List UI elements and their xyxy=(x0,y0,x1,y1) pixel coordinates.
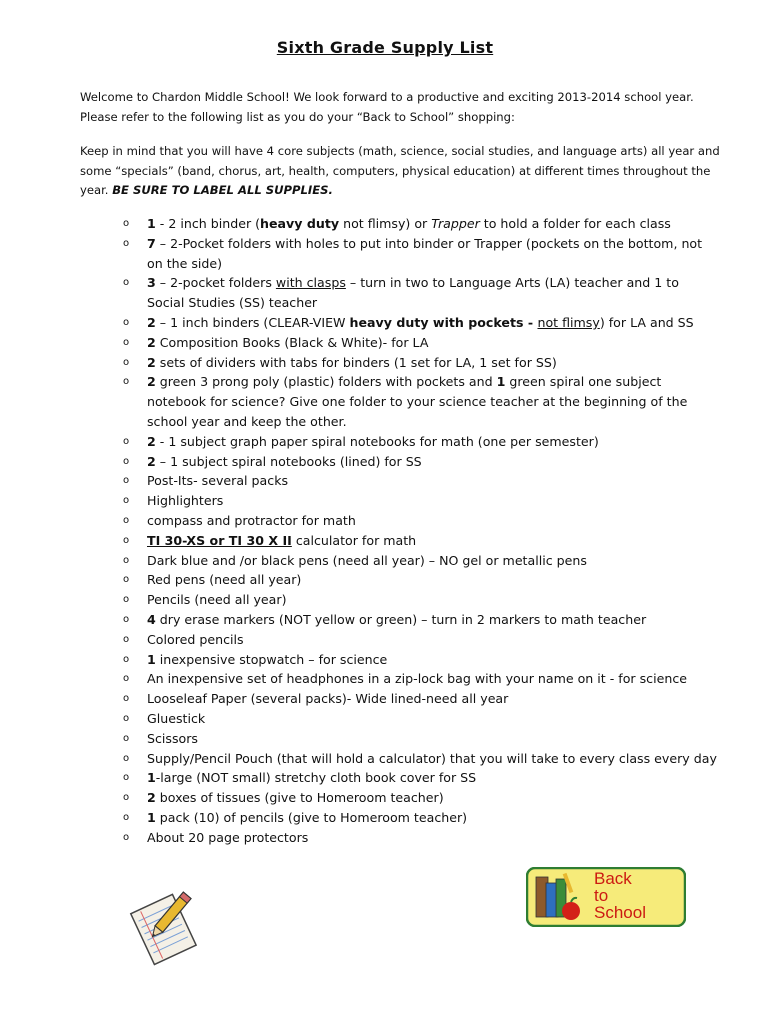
bullet-icon: o xyxy=(123,653,130,665)
welcome-line: Welcome to Chardon Middle School! We look forward to a productive and exciting 2013-2014 school year. xyxy=(80,90,694,104)
list-item: o About 20 page protectors xyxy=(118,828,718,848)
bullet-icon: o xyxy=(123,574,130,586)
bullet-icon: o xyxy=(123,316,130,328)
subjects-paragraph xyxy=(80,142,730,201)
list-item: o Supply/Pencil Pouch (that will hold a calculator) that you will take to every class every day xyxy=(118,749,718,769)
list-item: o Looseleaf Paper (several packs)- Wide lined-need all year xyxy=(118,689,718,709)
bullet-icon: o xyxy=(123,633,130,645)
label-supplies-note: BE SURE TO LABEL ALL SUPPLIES. xyxy=(112,183,333,197)
sign-word-school: School xyxy=(594,903,646,922)
list-item: o Scissors xyxy=(118,729,718,749)
sign-word-back: Back xyxy=(594,869,632,888)
list-item: o 2 – 1 inch binders (CLEAR-VIEW heavy duty with pockets - not flimsy) for LA and SS xyxy=(118,313,718,333)
list-item: o 1 - 2 inch binder (heavy duty not flimsy) or Trapper to hold a folder for each class xyxy=(118,214,718,234)
list-item: o 2 boxes of tissues (give to Homeroom teacher) xyxy=(118,788,718,808)
back-to-school-clipart xyxy=(526,867,686,927)
welcome-paragraph xyxy=(80,88,730,127)
list-item: o 7 – 2-Pocket folders with holes to put into binder or Trapper (pockets on the bottom, not on the side) xyxy=(123,235,703,271)
list-item: o Pencils (need all year) xyxy=(118,590,718,610)
list-item: o 2 - 1 subject graph paper spiral notebooks for math (one per semester) xyxy=(118,432,718,452)
bullet-icon: o xyxy=(123,277,130,289)
bullet-icon: o xyxy=(123,752,130,764)
bullet-icon: o xyxy=(123,495,130,507)
supply-list xyxy=(118,214,718,848)
bullet-icon: o xyxy=(123,554,130,566)
pencil-and-paper-icon xyxy=(127,890,207,966)
bullet-icon: o xyxy=(123,356,130,368)
subjects-text: Keep in mind that you will have 4 core subjects (math, science, social studies, and language arts) all year and some “specials” (band, chorus, art, health, computers, physical education) at different times throughout the year. xyxy=(80,144,720,197)
list-item: o TI 30-XS or TI 30 X II calculator for math xyxy=(118,531,718,551)
list-item: o Gluestick xyxy=(118,709,718,729)
list-item: o compass and protractor for math xyxy=(118,511,718,531)
bullet-icon: o xyxy=(123,218,130,229)
bullet-icon: o xyxy=(123,376,130,388)
page-title: Sixth Grade Supply List xyxy=(276,38,494,57)
bullet-icon: o xyxy=(123,673,130,685)
bullet-icon: o xyxy=(123,475,130,487)
bullet-icon: o xyxy=(123,732,130,744)
list-item: o Red pens (need all year) xyxy=(118,570,718,590)
list-item: o Post-Its- several packs xyxy=(118,471,718,491)
bullet-icon: o xyxy=(123,712,130,724)
bullet-icon: o xyxy=(123,455,130,467)
list-item: o 2 Composition Books (Black & White)- for LA xyxy=(118,333,718,353)
bullet-icon: o xyxy=(123,237,130,249)
bullet-icon: o xyxy=(123,792,130,804)
list-item: o An inexpensive set of headphones in a zip-lock bag with your name on it - for science xyxy=(118,669,718,689)
bullet-icon: o xyxy=(123,336,130,348)
list-item: o Colored pencils xyxy=(118,630,718,650)
bullet-icon: o xyxy=(123,772,130,784)
list-item: o 1 pack (10) of pencils (give to Homeroom teacher) xyxy=(118,808,718,828)
bullet-icon: o xyxy=(123,613,130,625)
school-sign-text xyxy=(594,870,646,921)
bullet-icon: o xyxy=(123,594,130,606)
list-item: o 4 dry erase markers (NOT yellow or green) – turn in 2 markers to math teacher xyxy=(118,610,718,630)
list-item: o 2 green 3 prong poly (plastic) folders with pockets and 1 green spiral one subject notebook for science? Give one folder to your science teacher at the beginning of the school year and keep the other. xyxy=(123,374,688,429)
list-item: o 1-large (NOT small) stretchy cloth book cover for SS xyxy=(118,768,718,788)
bullet-icon: o xyxy=(123,811,130,823)
list-item: o Dark blue and /or black pens (need all year) – NO gel or metallic pens xyxy=(118,551,718,571)
list-item: o 2 sets of dividers with tabs for binders (1 set for LA, 1 set for SS) xyxy=(118,353,718,373)
bullet-icon: o xyxy=(123,435,130,447)
sign-word-to: to xyxy=(594,886,609,905)
list-item: o 1 inexpensive stopwatch – for science xyxy=(118,650,718,670)
shopping-line: Please refer to the following list as you do your “Back to School” shopping: xyxy=(80,109,515,124)
apple-icon xyxy=(562,902,580,920)
list-item: o Highlighters xyxy=(118,491,718,511)
list-item: o 2 – 1 subject spiral notebooks (lined) for SS xyxy=(118,452,718,472)
bullet-icon: o xyxy=(123,534,130,546)
bullet-icon: o xyxy=(123,831,130,843)
bullet-icon: o xyxy=(123,514,130,526)
bullet-icon: o xyxy=(123,693,130,705)
list-item: o 3 – 2-pocket folders with clasps – turn in two to Language Arts (LA) teacher and 1 to Social Studies (SS) teacher xyxy=(123,275,679,311)
